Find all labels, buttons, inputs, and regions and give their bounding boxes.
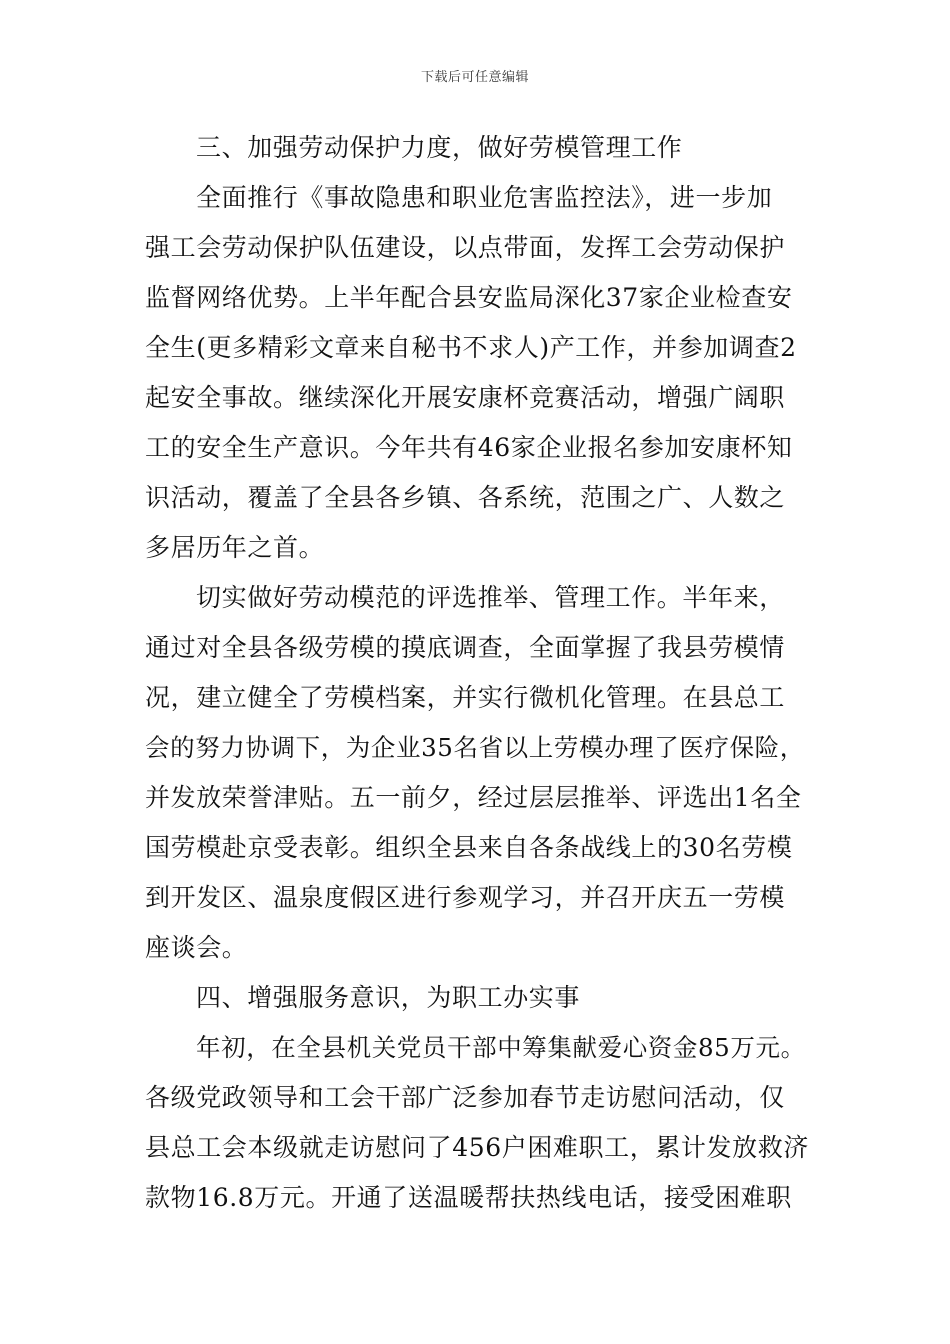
paragraph-line: 通过对全县各级劳模的摸底调查，全面掌握了我县劳模情 (145, 633, 786, 662)
paragraph-line: 并发放荣誉津贴。五一前夕，经过层层推举、评选出1名全 (145, 783, 802, 812)
paragraph-line: 年初，在全县机关党员干部中筹集献爱心资金85万元。 (196, 1033, 806, 1062)
section-heading-3: 三、加强劳动保护力度，做好劳模管理工作 (196, 133, 683, 162)
paragraph-line: 识活动，覆盖了全县各乡镇、各系统，范围之广、人数之 (145, 483, 786, 512)
paragraph-line: 全生(更多精彩文章来自秘书不求人)产工作，并参加调查2 (145, 333, 797, 362)
paragraph-line: 到开发区、温泉度假区进行参观学习，并召开庆五一劳模 (145, 883, 786, 912)
page-header: 下载后可任意编辑 (420, 70, 529, 85)
paragraph-line: 起安全事故。继续深化开展安康杯竞赛活动，增强广阔职 (145, 383, 786, 412)
paragraph-line: 况，建立健全了劳模档案，并实行微机化管理。在县总工 (145, 683, 786, 712)
paragraph-line: 县总工会本级就走访慰问了456户困难职工，累计发放救济 (145, 1133, 809, 1162)
paragraph-line: 国劳模赴京受表彰。组织全县来自各条战线上的30名劳模 (145, 833, 793, 862)
paragraph-line: 监督网络优势。上半年配合县安监局深化37家企业检查安 (145, 283, 793, 312)
paragraph-line: 切实做好劳动模范的评选推举、管理工作。半年来， (196, 583, 785, 612)
paragraph-line: 款物16.8万元。开通了送温暖帮扶热线电话，接受困难职 (145, 1183, 792, 1212)
paragraph-line: 全面推行《事故隐患和职业危害监控法》，进一步加 (196, 183, 773, 212)
paragraph-line: 座谈会。 (145, 933, 248, 962)
paragraph-line: 各级党政领导和工会干部广泛参加春节走访慰问活动，仅 (145, 1083, 786, 1112)
section-heading-4: 四、增强服务意识，为职工办实事 (196, 983, 581, 1012)
paragraph-line: 多居历年之首。 (145, 533, 325, 562)
paragraph-line: 工的安全生产意识。今年共有46家企业报名参加安康杯知 (145, 433, 793, 462)
paragraph-line: 强工会劳动保护队伍建设，以点带面，发挥工会劳动保护 (145, 233, 786, 262)
paragraph-line: 会的努力协调下，为企业35名省以上劳模办理了医疗保险， (145, 733, 805, 762)
